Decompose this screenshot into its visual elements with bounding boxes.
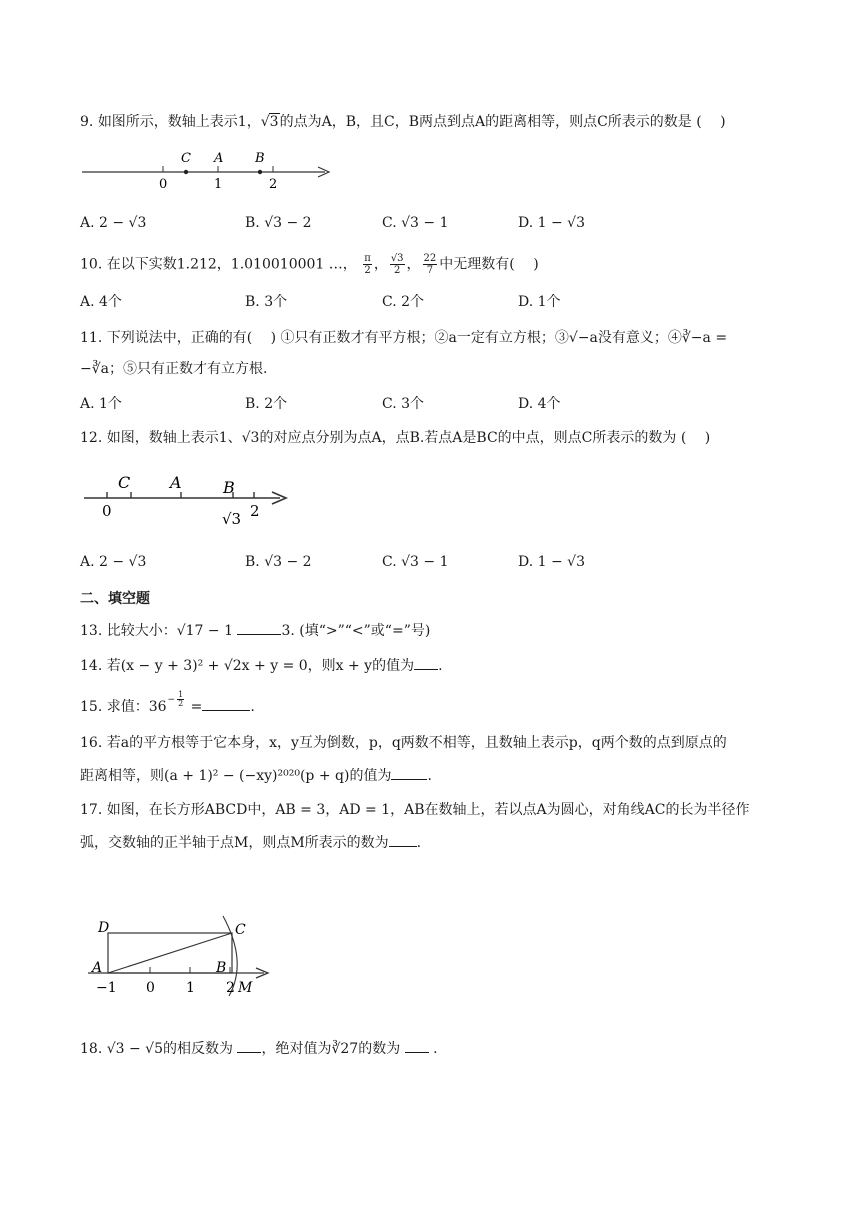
question-text: 比较大小：√17 − 1 xyxy=(106,623,238,639)
question-10: 10. 在以下实数1.212，1.010010001 …， $\frac{\pi}{2}$ ， $\frac{√3}{2}$ ， $\frac{22}{7}$ 中无理数有( ) xyxy=(80,253,539,276)
point-label-c: C xyxy=(118,473,131,492)
option-c[interactable]: C. √3 − 1 xyxy=(382,215,449,231)
question-17-line-1 xyxy=(80,800,749,820)
question-number: 11. xyxy=(80,330,103,346)
number-line-figure-9 xyxy=(80,145,340,195)
question-11-line-2: −∛a；⑤只有正数才有立方根. xyxy=(80,361,268,377)
option-d[interactable]: D. 1个 xyxy=(518,294,561,310)
question-text: 如图，在长方形ABCD中，AB = 3，AD = 1，AB在数轴上，若以点A为圆心，对角线AC的长为半径作 xyxy=(106,802,750,818)
rectangle-number-line-figure-17 xyxy=(88,912,278,998)
question-text: ，绝对值为∛27的数为 xyxy=(261,1041,405,1057)
fraction-pi-over-2: $\frac{\pi}{2}$ xyxy=(364,253,371,276)
question-number: 9. xyxy=(80,114,94,130)
question-text: 距离相等，则(a + 1)² − (−xy)²⁰²⁰(p + q)的值为 xyxy=(80,768,392,784)
point-label-a: A xyxy=(92,960,103,976)
point-label-b: B xyxy=(216,960,227,976)
tick-label: 1 xyxy=(186,980,195,996)
question-13 xyxy=(80,620,430,641)
point-label-d: D xyxy=(98,920,110,936)
option-b[interactable]: B. √3 − 2 xyxy=(245,215,312,231)
question-text: 中无理数有( ) xyxy=(439,256,539,273)
point-label-c: C xyxy=(181,151,191,166)
number-line-figure-12 xyxy=(80,468,300,530)
tick-label: 2 xyxy=(250,502,260,520)
option-d[interactable]: D. 1 − √3 xyxy=(518,554,585,570)
tick-label: −1 xyxy=(96,980,117,996)
radicand: 3 xyxy=(269,114,279,130)
question-17-line-2: 弧，交数轴的正半轴于点M，则点M所表示的数为 . xyxy=(80,832,421,853)
option-d[interactable]: D. 4个 xyxy=(518,396,561,412)
question-number: 10. xyxy=(80,256,103,273)
point-label-m: M xyxy=(238,980,253,996)
answer-blank[interactable] xyxy=(237,620,281,635)
option-c[interactable]: C. 2个 xyxy=(382,294,425,310)
answer-blank[interactable] xyxy=(389,832,417,847)
question-number: 12. xyxy=(80,430,103,446)
question-9 xyxy=(80,112,726,132)
question-text: 如图所示，数轴上表示1， xyxy=(97,114,261,130)
question-number: 13. xyxy=(80,623,103,639)
point-label-c: C xyxy=(235,922,246,938)
option-b[interactable]: B. 3个 xyxy=(245,294,288,310)
question-text: 3. (填“>”“<”或“=”号) xyxy=(281,623,431,639)
question-text: 如图，数轴上表示1、√3的对应点分别为点A，点B.若点A是BC的中点，则点C所表示的数为 ( ) xyxy=(106,430,711,446)
answer-blank[interactable] xyxy=(414,655,438,670)
fraction-22-over-7: $\frac{22}{7}$ xyxy=(423,253,437,276)
point-label-a: A xyxy=(170,473,182,492)
question-11-line-1 xyxy=(80,328,727,348)
option-c[interactable]: C. √3 − 1 xyxy=(382,554,449,570)
question-text: 在以下实数1.212，1.010010001 …， xyxy=(106,256,357,273)
tick-label: 0 xyxy=(146,980,155,996)
point-label-b: B xyxy=(223,478,235,497)
question-text: 若(x − y + 3)² + √2x + y = 0，则x + y的值为 xyxy=(106,658,415,674)
option-b[interactable]: B. √3 − 2 xyxy=(245,554,312,570)
question-text: √3 − √5的相反数为 xyxy=(106,1041,238,1057)
question-text: 下列说法中，正确的有( ) ①只有正数才有平方根；②a一定有立方根；③√−a没有意义；④∛−a = xyxy=(106,330,728,346)
question-16-line-2: 距离相等，则(a + 1)² − (−xy)²⁰²⁰(p + q)的值为 . xyxy=(80,765,432,786)
question-14: 14. 若(x − y + 3)² + √2x + y = 0，则x + y的值为 . xyxy=(80,655,443,676)
section-heading: 二、填空题 xyxy=(80,591,150,607)
question-15: 15. 求值：$36^{- \frac{1}{2}}$ = . xyxy=(80,690,255,715)
tick-label: 0 xyxy=(102,502,112,520)
question-number: 17. xyxy=(80,802,103,818)
question-text: 弧，交数轴的正半轴于点M，则点M所表示的数为 xyxy=(80,835,389,851)
option-a[interactable]: A. 2 − √3 xyxy=(80,554,147,570)
sqrt-symbol: √ xyxy=(260,114,270,130)
question-number: 14. xyxy=(80,658,103,674)
answer-blank[interactable] xyxy=(202,696,250,711)
option-a[interactable]: A. 2 − √3 xyxy=(80,215,147,231)
question-text: 求值：36 xyxy=(106,699,167,715)
question-number: 18. xyxy=(80,1041,103,1057)
question-text: 的点为A，B，且C，B两点到点A的距离相等，则点C所表示的数是 ( ) xyxy=(279,114,726,130)
question-number: 16. xyxy=(80,735,103,751)
option-c[interactable]: C. 3个 xyxy=(382,396,425,412)
tick-label: 2 xyxy=(226,980,235,996)
option-d[interactable]: D. 1 − √3 xyxy=(518,215,585,231)
answer-blank[interactable] xyxy=(237,1038,261,1053)
fraction-sqrt3-over-2: $\frac{√3}{2}$ xyxy=(390,253,404,276)
point-label-b: B xyxy=(255,151,265,166)
question-text: 若a的平方根等于它本身，x，y互为倒数，p，q两数不相等，且数轴上表示p，q两个数的点到原点的 xyxy=(106,735,727,751)
answer-blank[interactable] xyxy=(405,1038,429,1053)
tick-label: 1 xyxy=(214,177,223,192)
option-a[interactable]: A. 4个 xyxy=(80,294,122,310)
option-a[interactable]: A. 1个 xyxy=(80,396,122,412)
tick-label: √3 xyxy=(222,510,242,528)
question-18: 18. √3 − √5的相反数为 ，绝对值为∛27的数为 . xyxy=(80,1038,438,1059)
question-16-line-1 xyxy=(80,733,727,753)
point-label-a: A xyxy=(214,151,224,166)
answer-blank[interactable] xyxy=(391,765,427,780)
option-b[interactable]: B. 2个 xyxy=(245,396,288,412)
tick-label: 0 xyxy=(159,177,168,192)
question-12 xyxy=(80,428,710,448)
tick-label: 2 xyxy=(269,177,278,192)
question-number: 15. xyxy=(80,699,103,715)
exponent: − 1 2 xyxy=(167,690,184,708)
